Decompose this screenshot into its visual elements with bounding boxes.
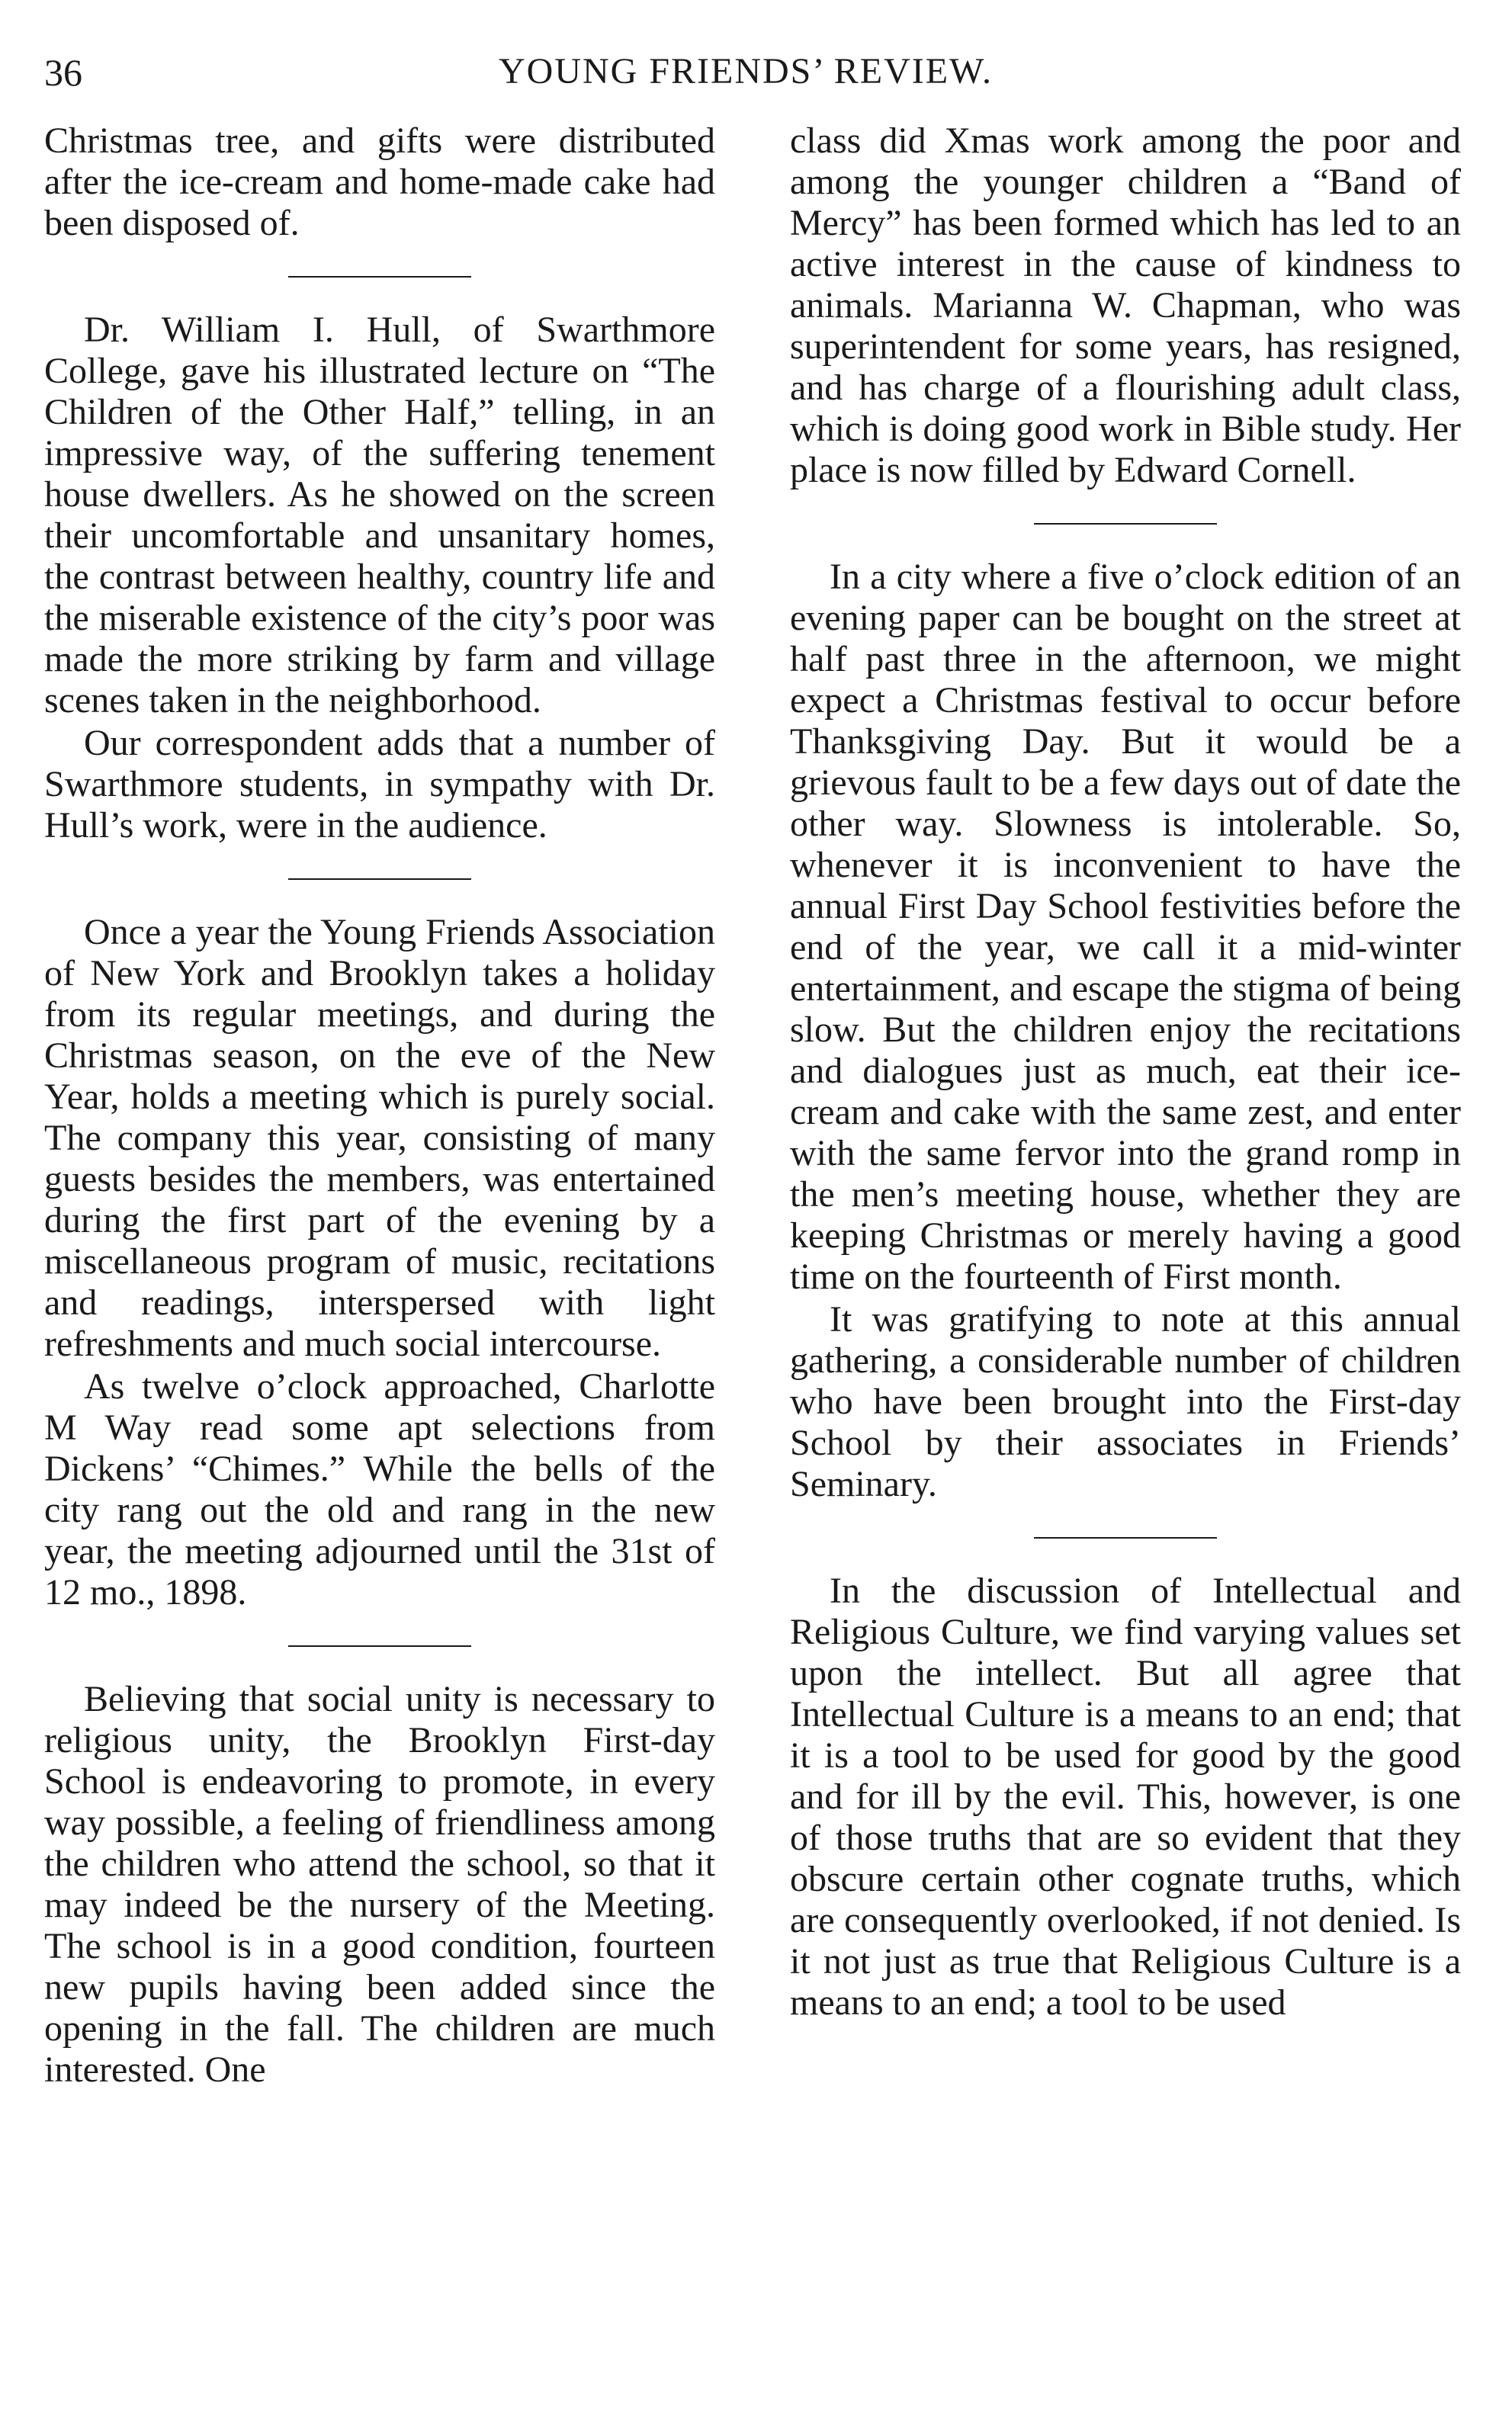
right-column [790, 120, 1461, 2024]
paragraph: It was gratifying to note at this annual gathering, a considerable number of children who have been brought into the First-day School by their associates in Friends’ Seminary. [790, 1299, 1461, 1504]
paragraph: Dr. William I. Hull, of Swarthmore College, gave his illustrated lecture on “The Children of the Other Half,” telling, in an impressive way, of the suffering tenement house dwellers. As he showed on the screen their uncomfortable and unsanitary homes, the contrast between healthy, country life and the miserable existence of the city’s poor was made the more striking by farm and village scenes taken in the neighborhood. [44, 310, 715, 721]
paragraph: In a city where a five o’clock edition of an evening paper can be bought on the street at half past three in the afternoon, we might expect a Christmas festival to occur before Thanksgiving Day. But it would be a grievous fault to be a few days out of date the other way. Slowness is intolerable. So, whenever it is inconvenient to have the annual First Day School festivities before the end of the year, we call it a mid-winter entertainment, and escape the stigma of being slow. But the children enjoy the recitations and dialogues just as much, eat their ice-cream and cake with the same zest, and enter with the same fervor into the grand romp in the men’s meeting house, whether they are keeping Christmas or merely having a good time on the fourteenth of First month. [790, 557, 1461, 1297]
paragraph: Our correspondent adds that a number of Swarthmore students, in sympathy with Dr. Hull’s work, were in the audience. [44, 723, 715, 846]
divider [288, 276, 471, 278]
paragraph: As twelve o’clock approached, Charlotte M Way read some apt selections from Dickens’ “Chimes.” While the bells of the city rang out the old and rang in the new year, the meeting adjourned until the 31st of 12 mo., 1898. [44, 1366, 715, 1613]
running-title: YOUNG FRIENDS’ REVIEW. [499, 51, 993, 91]
divider [1034, 523, 1217, 525]
divider [288, 878, 471, 880]
paragraph: Once a year the Young Friends Association of New York and Brooklyn takes a holiday from its regular meetings, and during the Christmas season, on the eve of the New Year, holds a meeting which is purely social. The company this year, consisting of many guests besides the members, was entertained during the first part of the evening by a miscellaneous program of music, recitations and readings, interspersed with light refreshments and much social intercourse. [44, 912, 715, 1364]
page-header [44, 50, 1447, 104]
page-number: 36 [44, 51, 82, 94]
paragraph: Christmas tree, and gifts were distributed after the ice-cream and home-made cake had been disposed of. [44, 120, 715, 243]
divider [288, 1645, 471, 1647]
paragraph: Believing that social unity is necessary to religious unity, the Brooklyn First-day School is endeavoring to promote, in every way possible, a feeling of friendliness among the children who attend the school, so that it may indeed be the nursery of the Meeting. The school is in a good condition, fourteen new pupils having been added since the opening in the fall. The children are much interested. One [44, 1679, 715, 2090]
paragraph: In the discussion of Intellectual and Religious Culture, we find varying values set upon the intellect. But all agree that Intellectual Culture is a means to an end; that it is a tool to be used for good by the good and for ill by the evil. This, however, is one of those truths that are so evident that they obscure certain other cognate truths, which are consequently overlooked, if not denied. Is it not just as true that Religious Culture is a means to an end; a tool to be used [790, 1571, 1461, 2023]
left-column [44, 120, 715, 2091]
paragraph: class did Xmas work among the poor and among the younger children a “Band of Mercy” has been formed which has led to an active interest in the cause of kindness to animals. Marianna W. Chapman, who was superintendent for some years, has resigned, and has charge of a flourishing adult class, which is doing good work in Bible study. Her place is now filled by Edward Cornell. [790, 120, 1461, 490]
divider [1034, 1537, 1217, 1539]
